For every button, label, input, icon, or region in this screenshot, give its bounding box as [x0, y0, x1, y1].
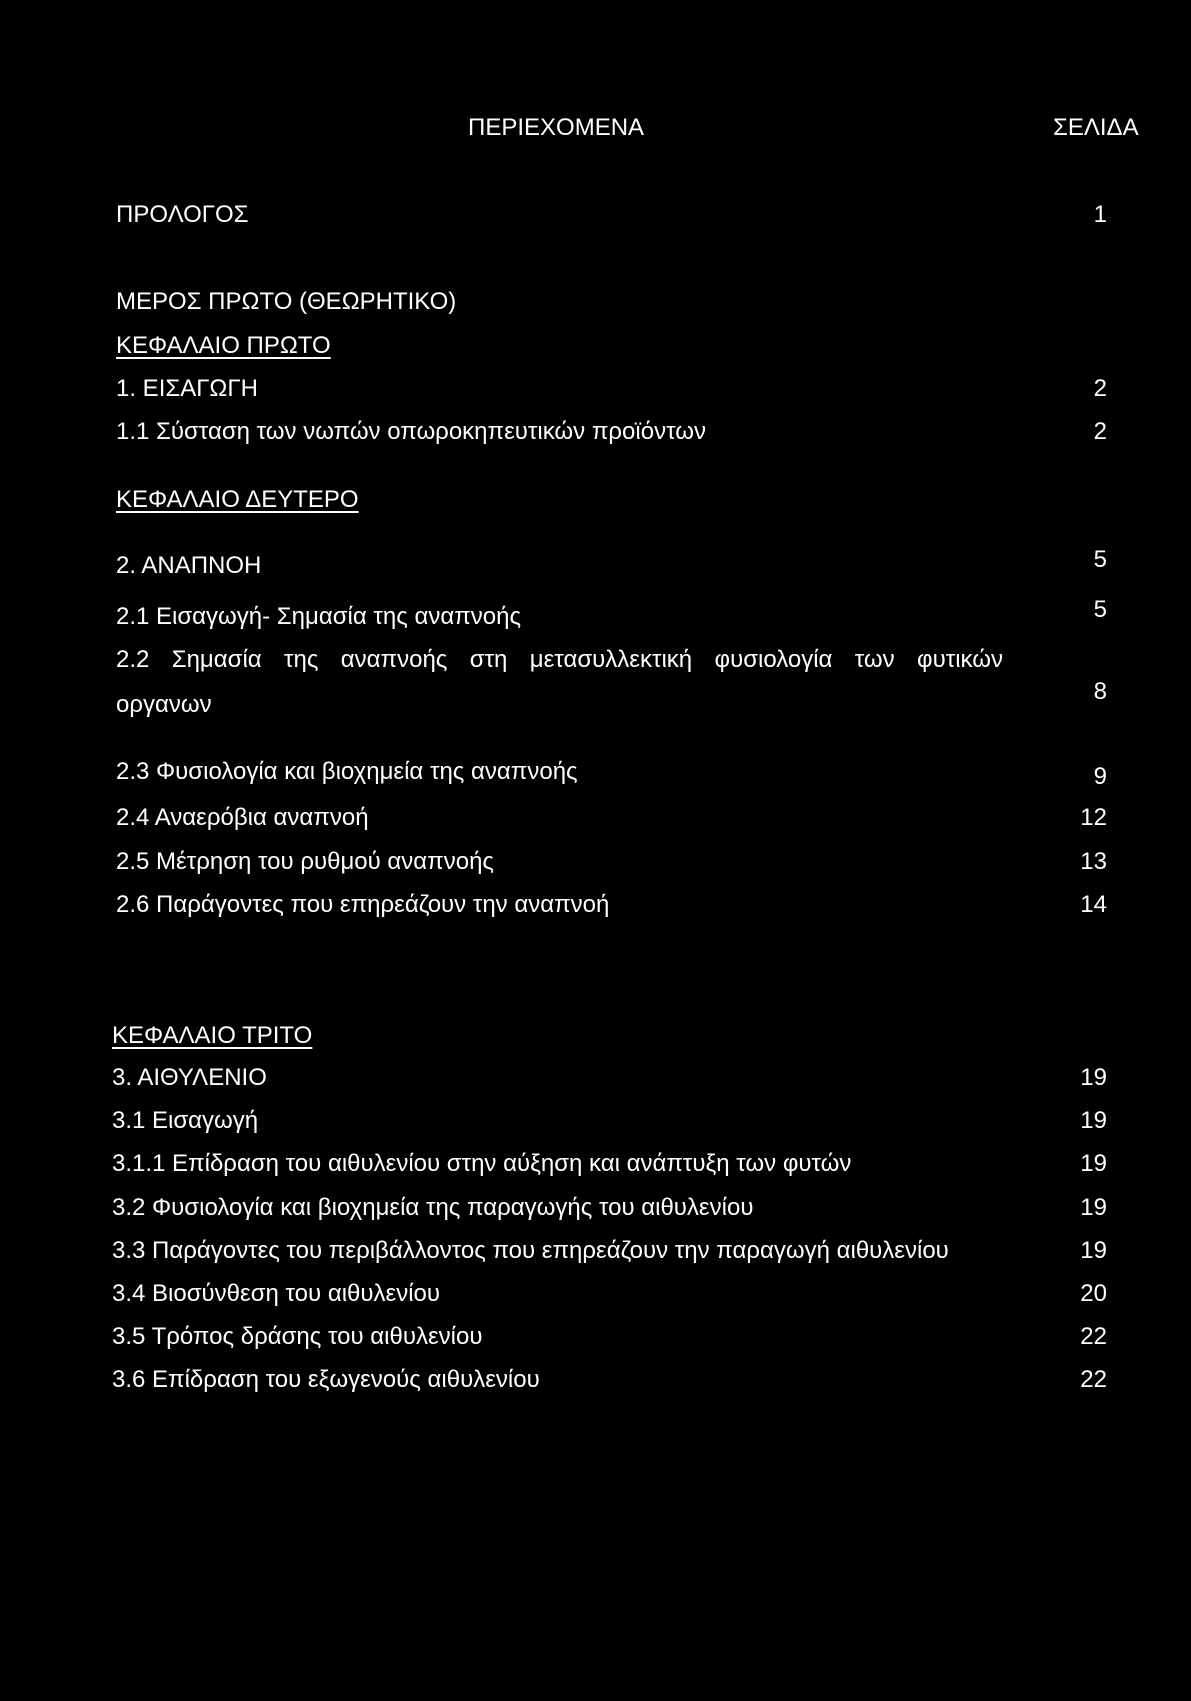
- toc-entry: 3.5 Τρόπος δράσης του αιθυλενίου: [112, 1323, 483, 1350]
- toc-entry: 1.1 Σύσταση των νωπών οπωροκηπευτικών προϊόντων: [116, 418, 706, 445]
- chapter-heading-2: ΚΕΦΑΛΑΙΟ ΔΕΥΤΕΡΟ: [116, 486, 359, 513]
- chapter-heading-3: ΚΕΦΑΛΑΙΟ ΤΡΙΤΟ: [112, 1022, 313, 1049]
- toc-entry: 3.2 Φυσιολογία και βιοχημεία της παραγωγής του αιθυλενίου: [112, 1194, 754, 1221]
- toc-entry: 3.1.1 Επίδραση του αιθυλενίου στην αύξηση και ανάπτυξη των φυτών: [112, 1150, 852, 1177]
- toc-page: 19: [1080, 1150, 1107, 1177]
- toc-page: 5: [1093, 596, 1107, 623]
- toc-page: 9: [1093, 763, 1107, 790]
- toc-entry-continuation: οργανων: [116, 691, 212, 718]
- toc-entry: 2.2 Σημασία της αναπνοής στη μετασυλλεκτική φυσιολογία των φυτικών: [116, 646, 1003, 673]
- contents-title: ΠΕΡΙΕΧΟΜΕΝΑ: [468, 114, 645, 141]
- toc-entry: 3.1 Εισαγωγή: [112, 1107, 259, 1134]
- toc-entry-prologue: ΠΡΟΛΟΓΟΣ: [116, 201, 249, 228]
- toc-entry: 2. ΑΝΑΠΝΟΗ: [116, 552, 262, 579]
- toc-page: 5: [1093, 546, 1107, 573]
- toc-entry: 3.3 Παράγοντες του περιβάλλοντος που επηρεάζουν την παραγωγή αιθυλενίου: [112, 1237, 949, 1264]
- toc-page: 22: [1080, 1323, 1107, 1350]
- toc-page-prologue: 1: [1093, 201, 1107, 228]
- toc-page: 12: [1080, 804, 1107, 831]
- toc-page: 2: [1093, 375, 1107, 402]
- toc-page: 19: [1080, 1194, 1107, 1221]
- toc-entry: 3. ΑΙΘΥΛΕΝΙΟ: [112, 1064, 267, 1091]
- toc-entry: 2.5 Μέτρηση του ρυθμού αναπνοής: [116, 848, 494, 875]
- toc-entry: 2.6 Παράγοντες που επηρεάζουν την αναπνοή: [116, 891, 610, 918]
- toc-page: 13: [1080, 848, 1107, 875]
- toc-page: 19: [1080, 1237, 1107, 1264]
- page-column-header: ΣΕΛΙΔΑ: [1053, 114, 1139, 141]
- toc-page: 19: [1080, 1064, 1107, 1091]
- chapter-heading-1: ΚΕΦΑΛΑΙΟ ΠΡΩΤΟ: [116, 332, 331, 359]
- toc-page: 22: [1080, 1366, 1107, 1393]
- toc-page: 8: [1093, 678, 1107, 705]
- toc-page: 20: [1080, 1280, 1107, 1307]
- toc-entry: 1. ΕΙΣΑΓΩΓΗ: [116, 375, 258, 402]
- part-heading: ΜΕΡΟΣ ΠΡΩΤΟ (ΘΕΩΡΗΤΙΚΟ): [116, 288, 457, 315]
- toc-entry: 3.4 Βιοσύνθεση του αιθυλενίου: [112, 1280, 440, 1307]
- toc-entry: 2.4 Αναερόβια αναπνοή: [116, 804, 369, 831]
- toc-page: 19: [1080, 1107, 1107, 1134]
- toc-entry: 2.1 Εισαγωγή- Σημασία της αναπνοής: [116, 603, 522, 630]
- toc-page: 14: [1080, 891, 1107, 918]
- toc-entry: 2.3 Φυσιολογία και βιοχημεία της αναπνοής: [116, 758, 578, 785]
- toc-page: 2: [1093, 418, 1107, 445]
- toc-entry: 3.6 Επίδραση του εξωγενούς αιθυλενίου: [112, 1366, 540, 1393]
